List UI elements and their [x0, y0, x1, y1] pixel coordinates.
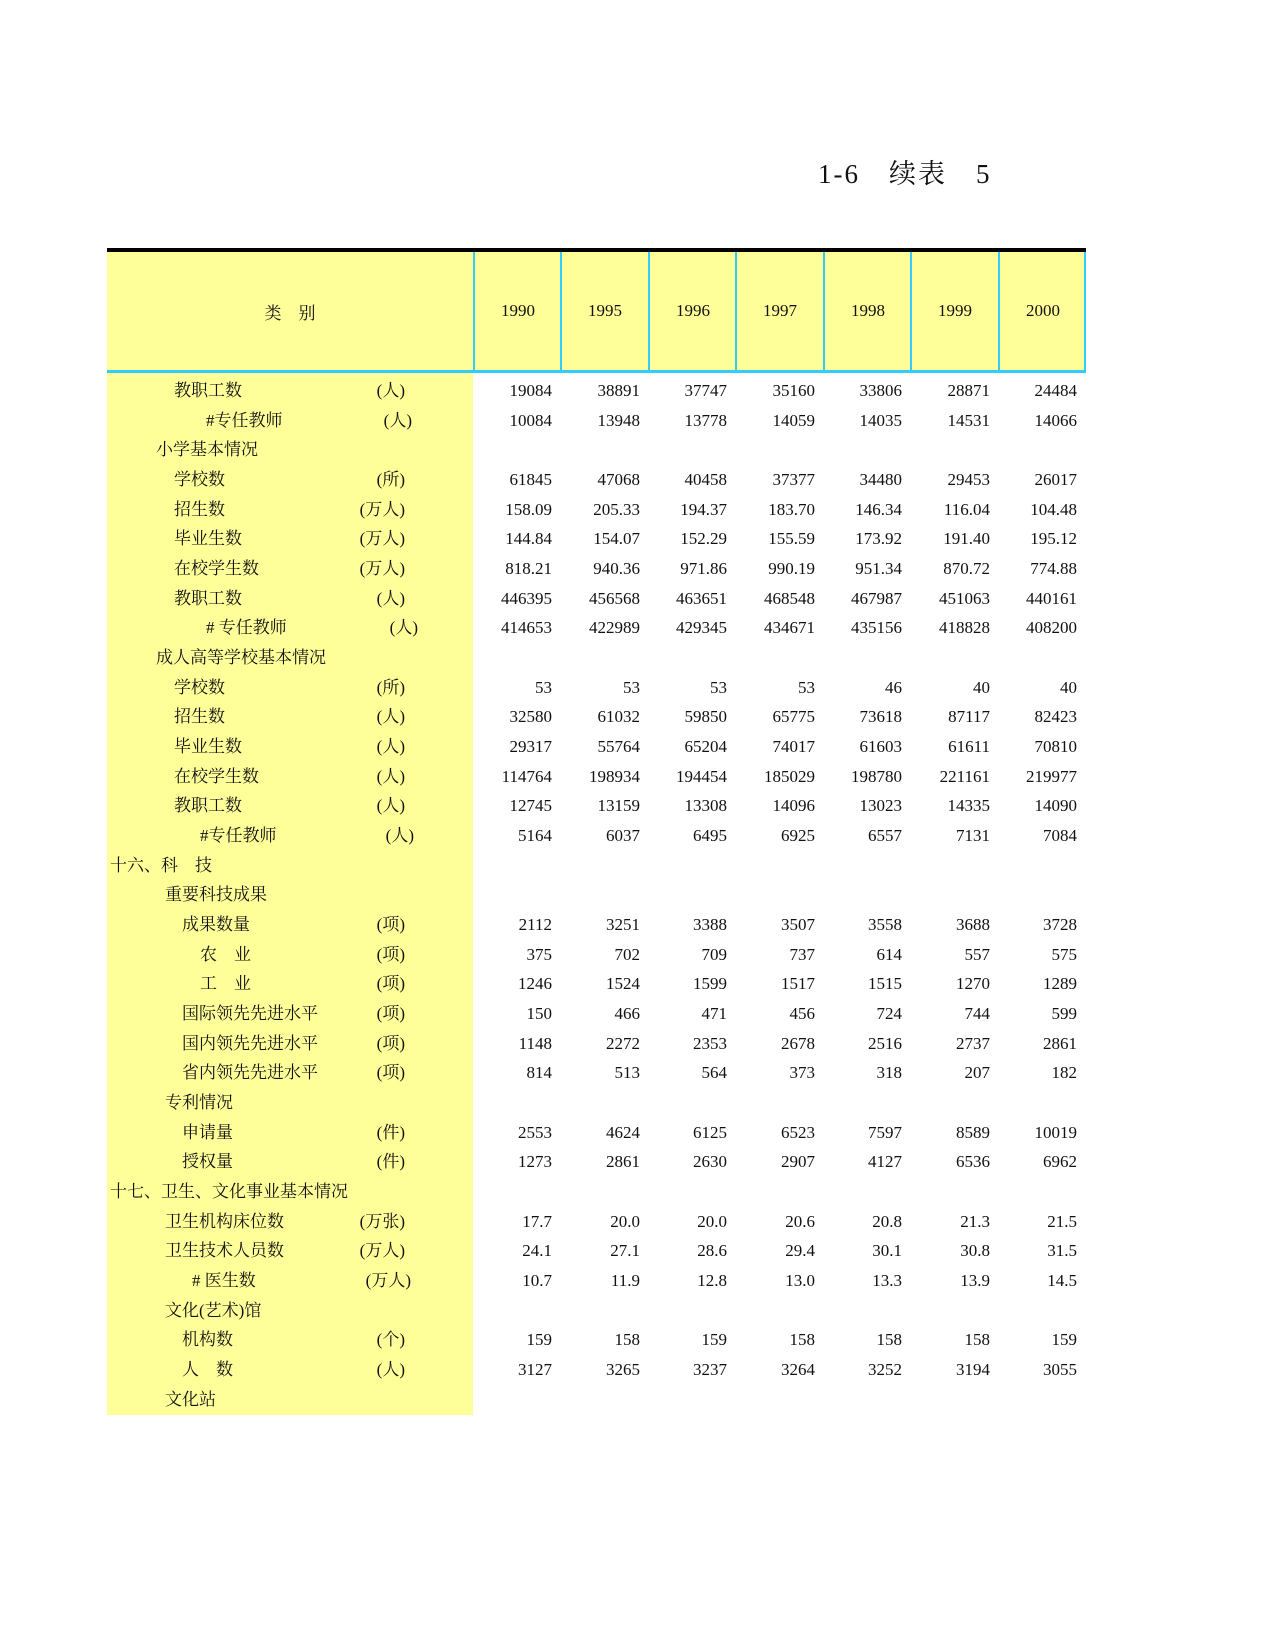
cell-value-2000: 82423 [1034, 707, 1077, 727]
row-label: #专任教师 [200, 826, 277, 846]
table-row [0, 1118, 1275, 1148]
row-unit: (人) [389, 618, 418, 638]
cell-value-2000: 21.5 [1047, 1211, 1077, 1231]
header-year: 1996 [648, 252, 736, 370]
cell-value-2000: 195.12 [1030, 529, 1077, 549]
cell-value-1990: 375 [526, 944, 552, 964]
table-row [0, 1385, 1275, 1415]
row-label: 在校学生数 [174, 766, 259, 786]
cell-value-1996: 2630 [693, 1152, 727, 1172]
row-unit: (所) [376, 470, 405, 489]
table-row [0, 1325, 1275, 1355]
cell-value-1998: 61603 [859, 737, 902, 757]
table-row [0, 791, 1275, 821]
table-row [0, 673, 1275, 703]
cell-value-1997: 2678 [781, 1033, 815, 1053]
cell-value-1996: 6125 [693, 1122, 727, 1142]
cell-value-1995: 513 [614, 1063, 640, 1083]
cell-value-1990: 446395 [501, 588, 552, 608]
cell-value-1990: 3127 [518, 1360, 552, 1380]
cell-value-1998: 13.3 [872, 1271, 902, 1291]
cell-value-1998: 4127 [868, 1152, 902, 1172]
table-row [0, 1207, 1275, 1237]
cell-value-2000: 14066 [1034, 410, 1077, 430]
row-label: 毕业生数 [174, 737, 242, 757]
header-category: 类 别 [264, 303, 316, 323]
cell-value-1999: 61611 [948, 737, 990, 757]
cell-value-1997: 13.0 [785, 1271, 815, 1291]
cell-value-1996: 20.0 [697, 1211, 727, 1231]
cell-value-1995: 13159 [597, 796, 640, 816]
row-unit: (项) [376, 944, 405, 964]
cell-value-1996: 152.29 [680, 529, 727, 549]
row-label: 卫生机构床位数 [165, 1211, 284, 1231]
cell-value-1996: 159 [701, 1330, 727, 1350]
cell-value-1998: 46 [885, 677, 902, 697]
cell-value-1997: 737 [789, 944, 815, 964]
cell-value-1997: 373 [789, 1063, 815, 1083]
cell-value-1995: 466 [614, 1004, 640, 1024]
row-label: 国际领先先进水平 [182, 1004, 318, 1024]
row-label: 学校数 [174, 470, 225, 489]
cell-value-1999: 744 [964, 1004, 990, 1024]
cell-value-1997: 185029 [764, 766, 815, 786]
cell-value-1996: 13778 [684, 410, 727, 430]
row-label: 招生数 [174, 499, 225, 519]
cell-value-1998: 73618 [859, 707, 902, 727]
table-row [0, 880, 1275, 910]
cell-value-2000: 24484 [1034, 381, 1077, 400]
table-row [0, 584, 1275, 614]
row-unit: (人) [376, 766, 405, 786]
cell-value-1999: 3688 [956, 915, 990, 935]
row-unit: (个) [376, 1330, 405, 1350]
row-unit: (项) [376, 915, 405, 935]
cell-value-2000: 6962 [1043, 1152, 1077, 1172]
cell-value-1999: 13.9 [960, 1271, 990, 1291]
table-row [0, 643, 1275, 673]
cell-value-1990: 19084 [509, 381, 552, 400]
cell-value-1990: 29317 [509, 737, 552, 757]
cell-value-1999: 870.72 [943, 559, 990, 579]
cell-value-1999: 29453 [947, 470, 990, 489]
cell-value-1996: 3388 [693, 915, 727, 935]
cell-value-1999: 116.04 [943, 499, 990, 519]
cell-value-1998: 158 [876, 1330, 902, 1350]
row-label: #专任教师 [206, 410, 283, 430]
row-unit: (人) [376, 381, 405, 400]
cell-value-1997: 3507 [781, 915, 815, 935]
row-label: 文化(艺术)馆 [165, 1300, 262, 1320]
cell-value-1998: 20.8 [872, 1211, 902, 1231]
row-unit: (人) [376, 588, 405, 608]
table-row [0, 821, 1275, 851]
cell-value-1995: 61032 [597, 707, 640, 727]
row-label: 教职工数 [174, 796, 242, 816]
cell-value-1997: 155.59 [768, 529, 815, 549]
cell-value-1995: 205.33 [593, 499, 640, 519]
cell-value-1999: 6536 [956, 1152, 990, 1172]
table-row [0, 1029, 1275, 1059]
cell-value-1996: 971.86 [680, 559, 727, 579]
cell-value-2000: 10019 [1034, 1122, 1077, 1142]
cell-value-1996: 3237 [693, 1360, 727, 1380]
cell-value-1999: 451063 [939, 588, 990, 608]
table-row [0, 465, 1275, 495]
cell-value-1996: 40458 [684, 470, 727, 489]
table-row [0, 406, 1275, 436]
row-label: 人 数 [182, 1360, 233, 1380]
header-year: 1999 [910, 252, 998, 370]
cell-value-2000: 3728 [1043, 915, 1077, 935]
cell-value-1999: 1270 [956, 974, 990, 994]
cell-value-1998: 198780 [851, 766, 902, 786]
cell-value-1996: 37747 [684, 381, 727, 400]
cell-value-1996: 429345 [676, 618, 727, 638]
cell-value-1999: 221161 [939, 766, 990, 786]
cell-value-1998: 467987 [851, 588, 902, 608]
table-row [0, 1088, 1275, 1118]
cell-value-1998: 724 [876, 1004, 902, 1024]
cell-value-1995: 456568 [589, 588, 640, 608]
cell-value-1999: 191.40 [943, 529, 990, 549]
cell-value-1999: 158 [964, 1330, 990, 1350]
cell-value-1997: 2907 [781, 1152, 815, 1172]
cell-value-1999: 418828 [939, 618, 990, 638]
cell-value-1996: 1599 [693, 974, 727, 994]
row-label: 农 业 [200, 944, 251, 964]
cell-value-1990: 150 [526, 1004, 552, 1024]
cell-value-1999: 14335 [947, 796, 990, 816]
cell-value-1995: 38891 [597, 381, 640, 400]
cell-value-2000: 14.5 [1047, 1271, 1077, 1291]
cell-value-1997: 6925 [781, 826, 815, 846]
cell-value-2000: 31.5 [1047, 1241, 1077, 1261]
row-unit: (万人) [359, 529, 405, 549]
row-label: 专利情况 [165, 1093, 233, 1113]
cell-value-1996: 53 [710, 677, 727, 697]
cell-value-1999: 40 [973, 677, 990, 697]
cell-value-1997: 1517 [781, 974, 815, 994]
cell-value-1996: 6495 [693, 826, 727, 846]
cell-value-1995: 154.07 [593, 529, 640, 549]
cell-value-1990: 144.84 [505, 529, 552, 549]
row-label: 授权量 [182, 1152, 233, 1172]
table-row [0, 762, 1275, 792]
cell-value-1997: 53 [798, 677, 815, 697]
cell-value-1995: 6037 [606, 826, 640, 846]
cell-value-1998: 318 [876, 1063, 902, 1083]
cell-value-2000: 104.48 [1030, 499, 1077, 519]
table-header [107, 248, 1086, 373]
row-unit: (万人) [359, 559, 405, 579]
row-label: 文化站 [165, 1389, 216, 1409]
cell-value-1996: 2353 [693, 1033, 727, 1053]
cell-value-1998: 30.1 [872, 1241, 902, 1261]
cell-value-1997: 434671 [764, 618, 815, 638]
cell-value-1990: 53 [535, 677, 552, 697]
row-unit: (项) [376, 1004, 405, 1024]
table-row [0, 910, 1275, 940]
cell-value-1990: 17.7 [522, 1211, 552, 1231]
cell-value-1999: 21.3 [960, 1211, 990, 1231]
cell-value-1990: 814 [526, 1063, 552, 1083]
cell-value-1996: 463651 [676, 588, 727, 608]
cell-value-1990: 114764 [501, 766, 552, 786]
cell-value-1998: 34480 [859, 470, 902, 489]
cell-value-1996: 13308 [684, 796, 727, 816]
row-label: 学校数 [174, 677, 225, 697]
cell-value-1998: 3252 [868, 1360, 902, 1380]
header-year: 1998 [823, 252, 911, 370]
table-row [0, 435, 1275, 465]
row-unit: (项) [376, 1063, 405, 1083]
row-label: 教职工数 [174, 588, 242, 608]
row-unit: (项) [376, 1033, 405, 1053]
cell-value-1997: 183.70 [768, 499, 815, 519]
cell-value-1990: 1148 [518, 1033, 552, 1053]
cell-value-1998: 1515 [868, 974, 902, 994]
table-row [0, 613, 1275, 643]
cell-value-1997: 468548 [764, 588, 815, 608]
cell-value-2000: 2861 [1043, 1033, 1077, 1053]
table-row [0, 1355, 1275, 1385]
cell-value-1998: 173.92 [855, 529, 902, 549]
cell-value-2000: 575 [1051, 944, 1077, 964]
row-label: 国内领先先进水平 [182, 1033, 318, 1053]
header-year: 1990 [473, 252, 561, 370]
table-row [0, 702, 1275, 732]
cell-value-1995: 2272 [606, 1033, 640, 1053]
cell-value-1997: 990.19 [768, 559, 815, 579]
row-label: # 专任教师 [206, 618, 287, 638]
cell-value-1995: 422989 [589, 618, 640, 638]
cell-value-2000: 599 [1051, 1004, 1077, 1024]
row-label: 十六、科 技 [110, 855, 212, 875]
row-unit: (项) [376, 974, 405, 994]
cell-value-1995: 2861 [606, 1152, 640, 1172]
cell-value-1995: 4624 [606, 1122, 640, 1142]
row-label: 在校学生数 [174, 559, 259, 579]
table-row [0, 554, 1275, 584]
header-right-border [1084, 252, 1086, 370]
row-label: 卫生技术人员数 [165, 1241, 284, 1261]
row-unit: (人) [376, 796, 405, 816]
cell-value-1995: 158 [614, 1330, 640, 1350]
cell-value-1996: 12.8 [697, 1271, 727, 1291]
row-label: 成果数量 [182, 915, 250, 935]
cell-value-1997: 65775 [772, 707, 815, 727]
cell-value-1996: 65204 [684, 737, 727, 757]
row-unit: (件) [376, 1152, 405, 1172]
cell-value-1995: 198934 [589, 766, 640, 786]
row-label: 招生数 [174, 707, 225, 727]
cell-value-1990: 158.09 [505, 499, 552, 519]
table-row [0, 999, 1275, 1029]
row-unit: (件) [376, 1122, 405, 1142]
cell-value-2000: 774.88 [1030, 559, 1077, 579]
cell-value-1999: 2737 [956, 1033, 990, 1053]
table-row [0, 732, 1275, 762]
cell-value-1999: 7131 [956, 826, 990, 846]
row-unit: (万张) [359, 1211, 405, 1231]
table-row [0, 376, 1275, 406]
cell-value-1995: 47068 [597, 470, 640, 489]
cell-value-2000: 159 [1051, 1330, 1077, 1350]
cell-value-1997: 29.4 [785, 1241, 815, 1261]
cell-value-1995: 3251 [606, 915, 640, 935]
cell-value-1999: 14531 [947, 410, 990, 430]
cell-value-1998: 146.34 [855, 499, 902, 519]
header-year: 1997 [735, 252, 823, 370]
table-row [0, 1296, 1275, 1326]
cell-value-1997: 74017 [772, 737, 815, 757]
header-year: 1995 [560, 252, 648, 370]
cell-value-1997: 6523 [781, 1122, 815, 1142]
table-row [0, 1147, 1275, 1177]
row-unit: (人) [376, 707, 405, 727]
cell-value-1990: 2553 [518, 1122, 552, 1142]
cell-value-2000: 26017 [1034, 470, 1077, 489]
row-unit: (万人) [359, 1241, 405, 1261]
cell-value-2000: 219977 [1026, 766, 1077, 786]
cell-value-2000: 70810 [1034, 737, 1077, 757]
row-label: 毕业生数 [174, 529, 242, 549]
cell-value-2000: 1289 [1043, 974, 1077, 994]
cell-value-1997: 456 [789, 1004, 815, 1024]
cell-value-1998: 2516 [868, 1033, 902, 1053]
table-row [0, 851, 1275, 881]
cell-value-1997: 158 [789, 1330, 815, 1350]
cell-value-1995: 702 [614, 944, 640, 964]
cell-value-1997: 14096 [772, 796, 815, 816]
cell-value-1997: 37377 [772, 470, 815, 489]
cell-value-1995: 11.9 [610, 1271, 640, 1291]
table-row [0, 940, 1275, 970]
cell-value-1998: 7597 [868, 1122, 902, 1142]
cell-value-1995: 55764 [597, 737, 640, 757]
cell-value-1995: 13948 [597, 410, 640, 430]
cell-value-1999: 8589 [956, 1122, 990, 1142]
table-row [0, 1177, 1275, 1207]
table-row [0, 495, 1275, 525]
cell-value-1996: 194454 [676, 766, 727, 786]
cell-value-1990: 2112 [518, 915, 552, 935]
cell-value-1996: 28.6 [697, 1241, 727, 1261]
table-row [0, 1236, 1275, 1266]
cell-value-1999: 28871 [947, 381, 990, 400]
cell-value-1995: 3265 [606, 1360, 640, 1380]
cell-value-1996: 709 [701, 944, 727, 964]
cell-value-1998: 33806 [859, 381, 902, 400]
cell-value-1995: 20.0 [610, 1211, 640, 1231]
cell-value-1999: 87117 [948, 707, 990, 727]
table-row [0, 969, 1275, 999]
cell-value-1990: 10.7 [522, 1271, 552, 1291]
row-label: 工 业 [200, 974, 251, 994]
row-unit: (万人) [359, 499, 405, 519]
cell-value-1998: 3558 [868, 915, 902, 935]
cell-value-1995: 940.36 [593, 559, 640, 579]
row-label: 省内领先先进水平 [182, 1063, 318, 1083]
cell-value-1998: 14035 [859, 410, 902, 430]
cell-value-1999: 207 [964, 1063, 990, 1083]
cell-value-1996: 564 [701, 1063, 727, 1083]
cell-value-1995: 53 [623, 677, 640, 697]
cell-value-2000: 14090 [1034, 796, 1077, 816]
cell-value-1999: 557 [964, 944, 990, 964]
cell-value-1990: 5164 [518, 826, 552, 846]
row-label: 十七、卫生、文化事业基本情况 [110, 1182, 348, 1202]
cell-value-1998: 614 [876, 944, 902, 964]
cell-value-1999: 3194 [956, 1360, 990, 1380]
cell-value-2000: 3055 [1043, 1360, 1077, 1380]
table-row [0, 1058, 1275, 1088]
row-unit: (万人) [365, 1271, 411, 1291]
header-year: 2000 [998, 252, 1086, 370]
row-label: 教职工数 [174, 381, 242, 400]
cell-value-1990: 61845 [509, 470, 552, 489]
row-label: 成人高等学校基本情况 [156, 648, 326, 668]
row-label: 机构数 [182, 1330, 233, 1350]
row-unit: (人) [376, 737, 405, 757]
cell-value-2000: 440161 [1026, 588, 1077, 608]
cell-value-1990: 414653 [501, 618, 552, 638]
cell-value-1990: 159 [526, 1330, 552, 1350]
cell-value-1998: 6557 [868, 826, 902, 846]
cell-value-1997: 35160 [772, 381, 815, 400]
cell-value-1990: 1246 [518, 974, 552, 994]
cell-value-1990: 1273 [518, 1152, 552, 1172]
row-label: # 医生数 [192, 1271, 256, 1291]
row-label: 申请量 [182, 1122, 233, 1142]
cell-value-1998: 951.34 [855, 559, 902, 579]
cell-value-1990: 818.21 [505, 559, 552, 579]
cell-value-1990: 32580 [509, 707, 552, 727]
cell-value-1997: 20.6 [785, 1211, 815, 1231]
table-row [0, 524, 1275, 554]
cell-value-1997: 3264 [781, 1360, 815, 1380]
row-label: 重要科技成果 [165, 885, 267, 905]
cell-value-1996: 471 [701, 1004, 727, 1024]
cell-value-2000: 40 [1060, 677, 1077, 697]
row-label: 小学基本情况 [156, 440, 258, 460]
cell-value-1999: 30.8 [960, 1241, 990, 1261]
cell-value-1990: 10084 [509, 410, 552, 430]
cell-value-1996: 59850 [684, 707, 727, 727]
row-unit: (人) [383, 410, 412, 430]
cell-value-2000: 182 [1051, 1063, 1077, 1083]
cell-value-1990: 12745 [509, 796, 552, 816]
cell-value-2000: 408200 [1026, 618, 1077, 638]
cell-value-1998: 435156 [851, 618, 902, 638]
cell-value-1990: 24.1 [522, 1241, 552, 1261]
cell-value-2000: 7084 [1043, 826, 1077, 846]
row-unit: (人) [376, 1360, 405, 1380]
row-unit: (人) [385, 826, 414, 846]
cell-value-1995: 27.1 [610, 1241, 640, 1261]
cell-value-1998: 13023 [859, 796, 902, 816]
table-title: 1-6 续表 5 [818, 159, 992, 189]
cell-value-1995: 1524 [606, 974, 640, 994]
cell-value-1996: 194.37 [680, 499, 727, 519]
row-unit: (所) [376, 677, 405, 697]
cell-value-1997: 14059 [772, 410, 815, 430]
table-row [0, 1266, 1275, 1296]
